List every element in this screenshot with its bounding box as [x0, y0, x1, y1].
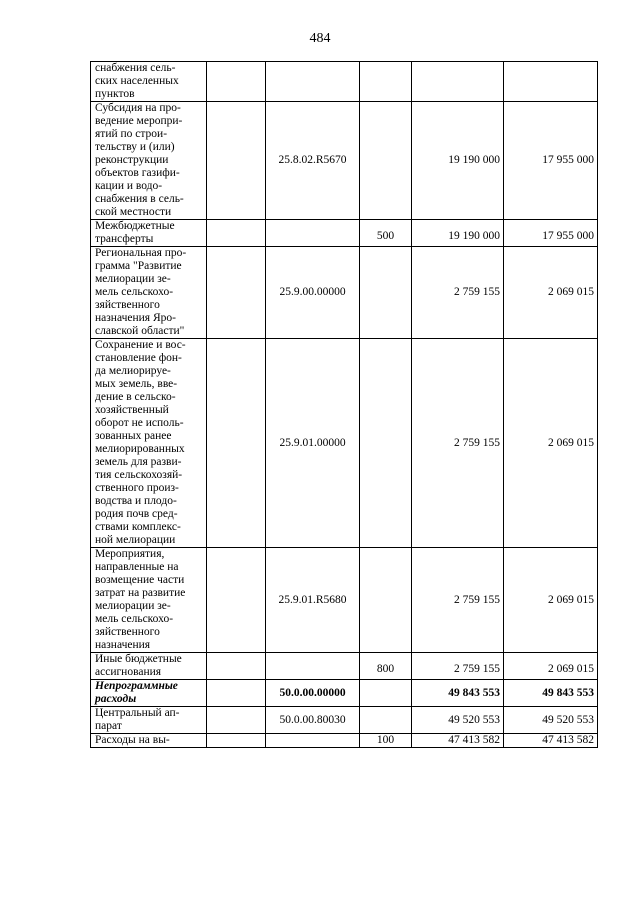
page-number: 484: [309, 31, 331, 46]
row-name: Субсидия на про- ведение меропри- ятий по строи- тельству и (или) реконструкции объектов газифи- кации и водо- снабжения в сель- ской местности: [95, 102, 184, 218]
target-code-cell: 25.8.02.R5670: [266, 102, 360, 220]
expense-type-cell: [360, 680, 412, 707]
amount-cell-1: 47 413 582: [412, 734, 504, 748]
amount-cell-2: 49 520 553: [504, 707, 598, 734]
amount-cell-1: 2 759 155: [412, 548, 504, 653]
empty-cell: [207, 220, 266, 247]
table-row: [91, 707, 598, 734]
amount-cell-2: 49 843 553: [504, 680, 598, 707]
empty-cell: [207, 247, 266, 339]
row-name: Сохранение и вос- становление фон- да мелиорируе- мых земель, вве- дение в сельско- хозяйственный оборот не исполь- зованных ранее мелиорированных земель для разви- тия сельскохозяй- ственного произ- водства и плодо- родия почв сред- ствами комплекс- ной мелиорации: [95, 339, 186, 546]
table-row: [91, 102, 598, 220]
expense-type-cell: 800: [360, 653, 412, 680]
row-name: Центральный ап- парат: [95, 707, 180, 732]
table-row: [91, 548, 598, 653]
target-code-cell: 25.9.01.R5680: [266, 548, 360, 653]
empty-cell: [207, 680, 266, 707]
row-name: Межбюджетные трансферты: [95, 220, 175, 245]
amount-cell-1: 49 520 553: [412, 707, 504, 734]
table-row: [91, 653, 598, 680]
empty-cell: [207, 62, 266, 102]
table-row: [91, 247, 598, 339]
row-name: снабжения сель- ских населенных пунктов: [95, 62, 179, 100]
amount-cell-2: 2 069 015: [504, 548, 598, 653]
amount-cell-1: 2 759 155: [412, 247, 504, 339]
target-code-cell: 50.0.00.00000: [266, 680, 360, 707]
empty-cell: [207, 548, 266, 653]
expense-type-cell: 500: [360, 220, 412, 247]
amount-cell-1: 49 843 553: [412, 680, 504, 707]
table-row: [91, 680, 598, 707]
amount-cell-2: 17 955 000: [504, 102, 598, 220]
target-code-cell: [266, 62, 360, 102]
amount-cell-2: 47 413 582: [504, 734, 598, 748]
expense-type-cell: 100: [360, 734, 412, 748]
row-name: Расходы на вы-: [95, 734, 170, 746]
empty-cell: [207, 653, 266, 680]
amount-cell-1: 2 759 155: [412, 339, 504, 548]
amount-cell-2: 17 955 000: [504, 220, 598, 247]
target-code-cell: [266, 653, 360, 680]
table-row: [91, 62, 598, 102]
amount-cell-1: 19 190 000: [412, 220, 504, 247]
amount-cell-1: 19 190 000: [412, 102, 504, 220]
target-code-cell: 25.9.01.00000: [266, 339, 360, 548]
expense-type-cell: [360, 707, 412, 734]
amount-cell-1: 2 759 155: [412, 653, 504, 680]
amount-cell-1: [412, 62, 504, 102]
empty-cell: [207, 102, 266, 220]
amount-cell-2: [504, 62, 598, 102]
table-row: [91, 339, 598, 548]
expense-type-cell: [360, 548, 412, 653]
expense-type-cell: [360, 339, 412, 548]
row-name: Непрограммные расходы: [95, 680, 178, 705]
target-code-cell: [266, 220, 360, 247]
empty-cell: [207, 734, 266, 748]
amount-cell-2: 2 069 015: [504, 247, 598, 339]
target-code-cell: 25.9.00.00000: [266, 247, 360, 339]
table-row: [91, 220, 598, 247]
expense-type-cell: [360, 247, 412, 339]
target-code-cell: 50.0.00.80030: [266, 707, 360, 734]
expense-type-cell: [360, 102, 412, 220]
amount-cell-2: 2 069 015: [504, 339, 598, 548]
empty-cell: [207, 707, 266, 734]
amount-cell-2: 2 069 015: [504, 653, 598, 680]
empty-cell: [207, 339, 266, 548]
row-name: Иные бюджетные ассигнования: [95, 653, 182, 678]
row-name: Мероприятия, направленные на возмещение части затрат на развитие мелиорации зе- мель сельскохо- зяйственного назначения: [95, 548, 186, 651]
target-code-cell: [266, 734, 360, 748]
budget-table: [90, 61, 598, 748]
table-row: [91, 734, 598, 748]
row-name: Региональная про- грамма "Развитие мелиорации зе- мель сельскохо- зяйственного назначения Яро- славской области": [95, 247, 187, 337]
expense-type-cell: [360, 62, 412, 102]
